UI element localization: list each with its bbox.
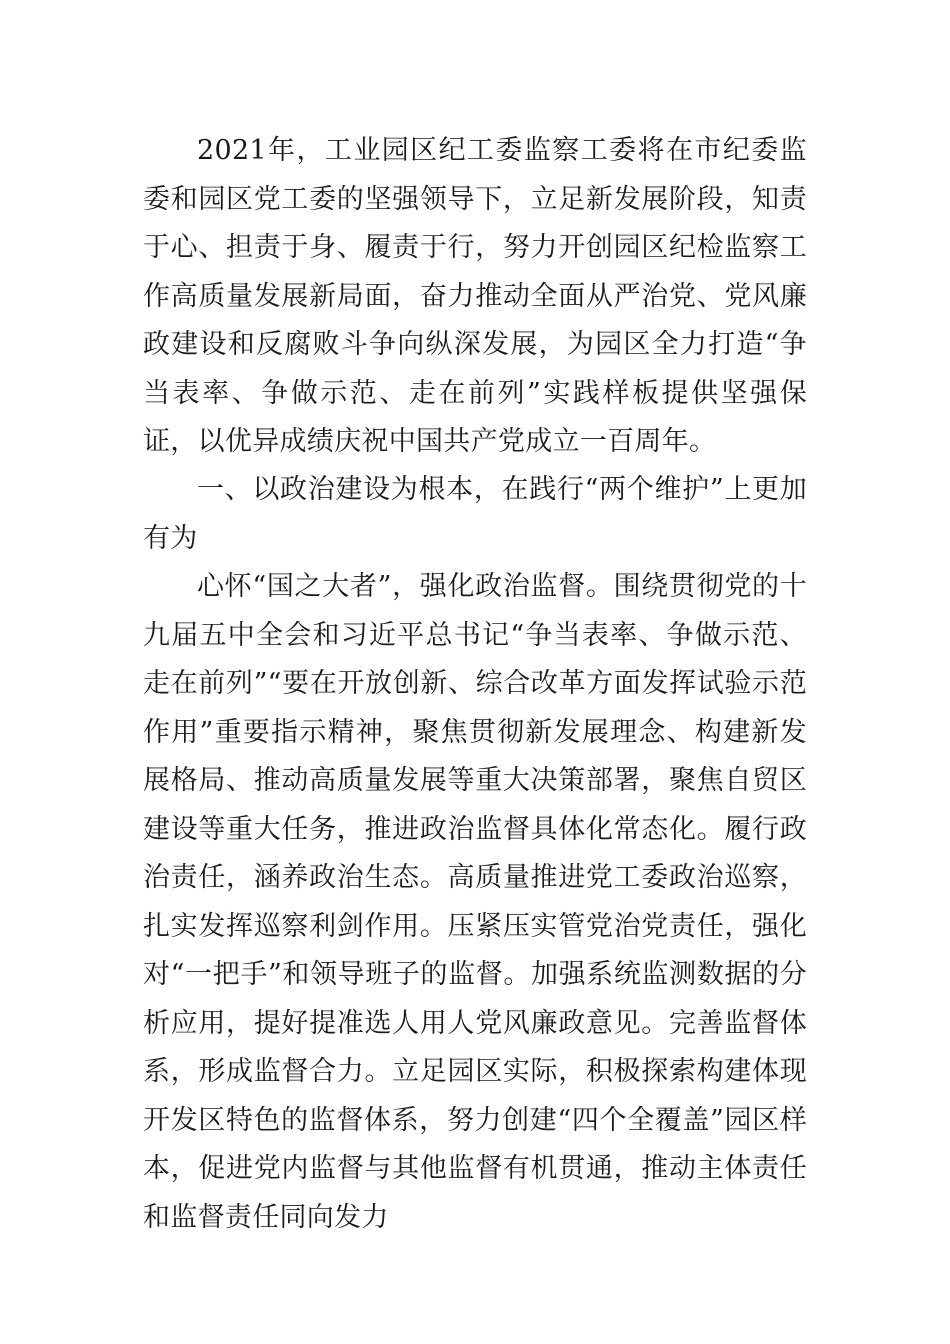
paragraph-political-supervision: 心怀“国之大者”，强化政治监督。围绕贯彻党的十九届五中全会和习近平总书记“争当表率、争做示范、走在前列”“要在开放创新、综合改革方面发挥试验示范作用”重要指示精神，聚焦贯彻新发展理念、构建新发展格局、推动高质量发展等重大决策部署，聚焦自贸区建设等重大任务，推进政治监督具体化常态化。履行政治责任，涵养政治生态。高质量推进党工委政治巡察，扎实发挥巡察利剑作用。压紧压实管党治党责任，强化对“一把手”和领导班子的监督。加强系统监测数据的分析应用，提好提准选人用人党风廉政意见。完善监督体系，形成监督合力。立足园区实际，积极探索构建体现开发区特色的监督体系，努力创建“四个全覆盖”园区样本，促进党内监督与其他监督有机贯通，推动主体责任和监督责任同向发力 [143, 571, 807, 1233]
paragraph-intro: 2021年，工业园区纪工委监察工委将在市纪委监委和园区党工委的坚强领导下，立足新发展阶段，知责于心、担责于身、履责于行，努力开创园区纪检监察工作高质量发展新局面，奋力推动全面从严治党、党风廉政建设和反腐败斗争向纵深发展，为园区全力打造“争当表率、争做示范、走在前列”实践样板提供坚强保证，以优异成绩庆祝中国共产党成立一百周年。 [143, 135, 807, 457]
section-heading-1: 一、以政治建设为根本，在践行“两个维护”上更加有为 [143, 474, 807, 554]
